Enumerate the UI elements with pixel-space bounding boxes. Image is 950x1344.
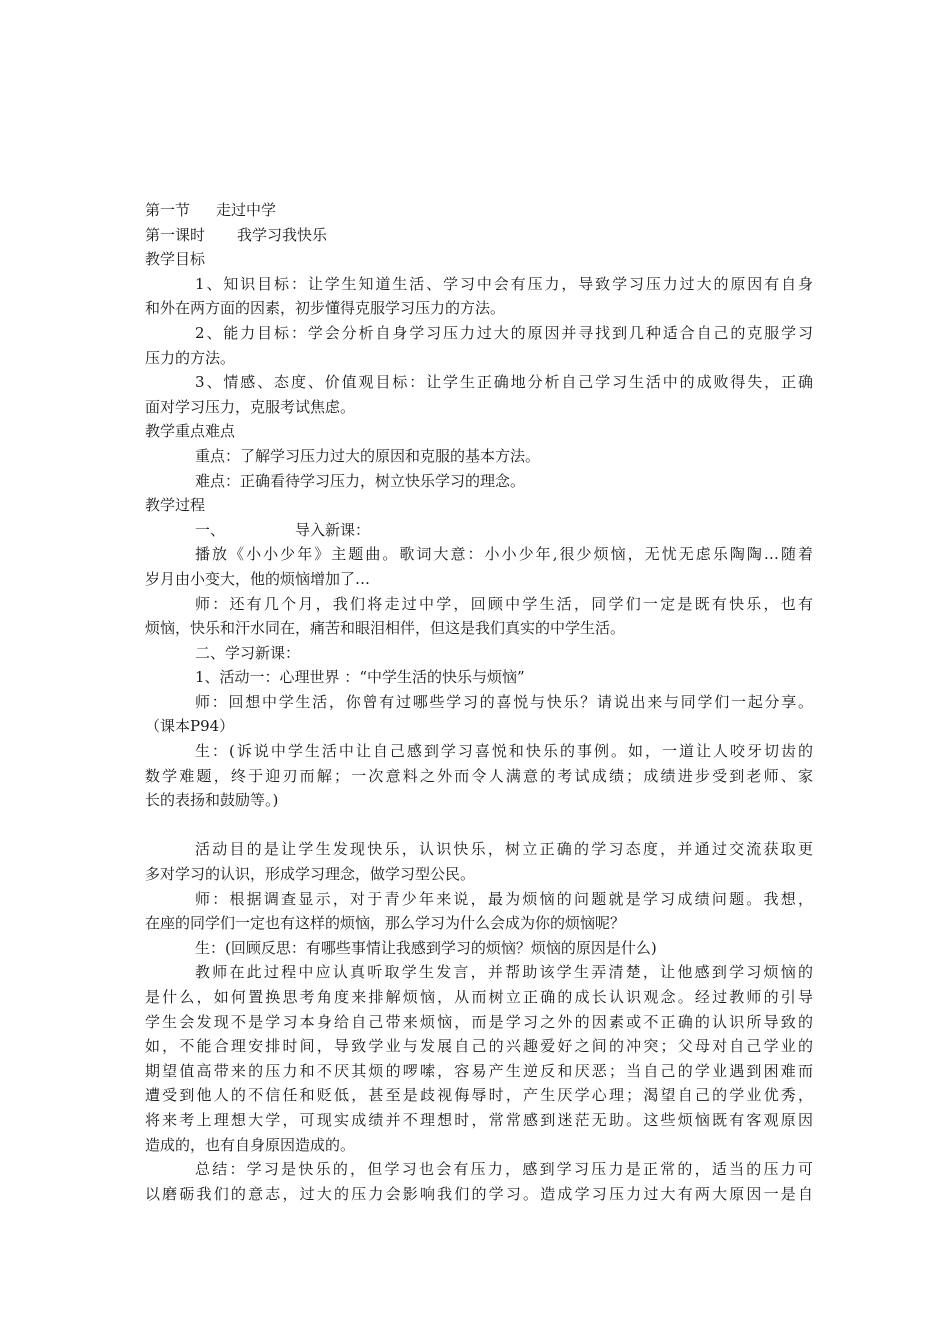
teacher-note-line: 如，不能合理安排时间，导致学业与发展自己的兴趣爱好之间的冲突；父母对自己学业的 <box>145 1037 813 1056</box>
focus-point: 重点：了解学习压力过大的原因和克服的基本方法。 <box>195 446 541 465</box>
blank-line <box>145 813 813 838</box>
teacher-survey-line: 在座的同学们一定也有这样的烦恼，那么学习为什么会成为你的烦恼呢？ <box>145 914 626 933</box>
teacher-note-line: 教师在此过程中应认真听取学生发言，并帮助该学生弄清楚，让他感到学习烦恼的 <box>195 963 813 982</box>
summary-line: 以磨砺我们的意志，过大的压力会影响我们的学习。造成学习压力过大有两大原因一是自 <box>145 1184 813 1203</box>
lesson-label: 第一课时 <box>145 225 206 244</box>
goals-heading: 教学目标 <box>145 250 206 269</box>
teacher-question-line: （课本P94） <box>145 717 235 736</box>
section-title: 走过中学 <box>216 201 277 219</box>
teacher-question-line: 师：回想中学生活，你曾有过哪些学习的喜悦与快乐？请说出来与同学们一起分享。 <box>195 692 813 711</box>
activity-purpose-line: 活动目的是让学生发现快乐，认识快乐，树立正确的学习态度，并通过交流获取更 <box>195 840 813 859</box>
song-paragraph-line: 岁月由小变大，他的烦恼增加了… <box>145 569 371 588</box>
lesson-heading <box>145 223 813 248</box>
goal-ability-line: 压力的方法。 <box>145 348 236 367</box>
teacher-remark-line: 师：还有几个月，我们将走过中学，回顾中学生活，同学们一定是既有快乐，也有 <box>195 594 813 613</box>
goal-knowledge-line: 和外在两方面的因素，初步懂得克服学习压力的方法。 <box>145 299 506 318</box>
student-response-line: 生：(诉说中学生活中让自己感到学习喜悦和快乐的事例。如，一道让人咬牙切齿的 <box>195 742 813 761</box>
step-number: 一、 <box>195 520 226 539</box>
teacher-survey-line: 师：根据调查显示，对于青少年来说，最为烦恼的问题就是学习成绩问题。我想， <box>195 889 813 908</box>
song-paragraph-line: 播放《小小少年》主题曲。歌词大意：小小少年,很少烦恼，无忧无虑乐陶陶…随着 <box>195 545 813 564</box>
student-response-line: 数学难题，终于迎刃而解；一次意料之外而令人满意的考试成绩；成绩进步受到老师、家 <box>145 766 813 785</box>
process-heading: 教学过程 <box>145 496 206 515</box>
step-new-lesson-heading: 二、学习新课： <box>195 643 301 662</box>
goal-knowledge-line: 1、知识目标：让学生知道生活、学习中会有压力，导致学习压力过大的原因有自身 <box>195 274 813 293</box>
step-intro-heading <box>145 518 813 543</box>
activity-purpose-line: 多对学习的认识，形成学习理念，做学习型公民。 <box>145 865 476 884</box>
section-heading <box>145 198 813 223</box>
teacher-remark-line: 烦恼，快乐和汗水同在，痛苦和眼泪相伴，但这是我们真实的中学生活。 <box>145 619 626 638</box>
goal-ability-line: 2、能力目标：学会分析自身学习压力过大的原因并寻找到几种适合自己的克服学习 <box>195 323 813 342</box>
teacher-note-line: 学生会发现不是学习本身给自己带来烦恼，而是学习之外的因素或不正确的认识所导致的 <box>145 1012 813 1031</box>
goal-attitude-line: 3、情感、态度、价值观目标：让学生正确地分析自己学习生活中的成败得失，正确 <box>195 373 813 392</box>
keypoints-heading: 教学重点难点 <box>145 422 236 441</box>
difficult-point: 难点：正确看待学习压力，树立快乐学习的理念。 <box>195 471 526 490</box>
teacher-note-line: 遭受到他人的不信任和贬低，甚至是歧视侮辱时，产生厌学心理；渴望自己的学业优秀， <box>145 1086 813 1105</box>
teacher-note-line: 将来考上理想大学，可现实成绩并不理想时，常常感到迷茫无助。这些烦恼既有客观原因 <box>145 1110 813 1129</box>
summary-line: 总结：学习是快乐的，但学习也会有压力，感到学习压力是正常的，适当的压力可 <box>195 1160 813 1179</box>
teacher-note-line: 是什么，如何置换思考角度来排解烦恼，从而树立正确的成长认识观念。经过教师的引导 <box>145 988 813 1006</box>
document-body <box>145 198 813 1206</box>
step-title: 导入新课： <box>295 520 371 539</box>
teacher-note-line: 期望值高带来的压力和不厌其烦的啰嗦，容易产生逆反和厌恶；当自己的学业遇到困难而 <box>145 1061 813 1080</box>
lesson-title: 我学习我快乐 <box>237 225 328 244</box>
student-reflection: 生：(回顾反思：有哪些事情让我感到学习的烦恼？烦恼的原因是什么) <box>195 938 657 957</box>
student-response-line: 长的表扬和鼓励等。) <box>145 791 279 810</box>
teacher-note-line: 造成的，也有自身原因造成的。 <box>145 1135 356 1154</box>
activity-heading: 1、活动一：心理世界 ：“中学生活的快乐与烦恼” <box>195 668 525 687</box>
section-label: 第一节 <box>145 201 191 219</box>
goal-attitude-line: 面对学习压力，克服考试焦虑。 <box>145 397 356 416</box>
